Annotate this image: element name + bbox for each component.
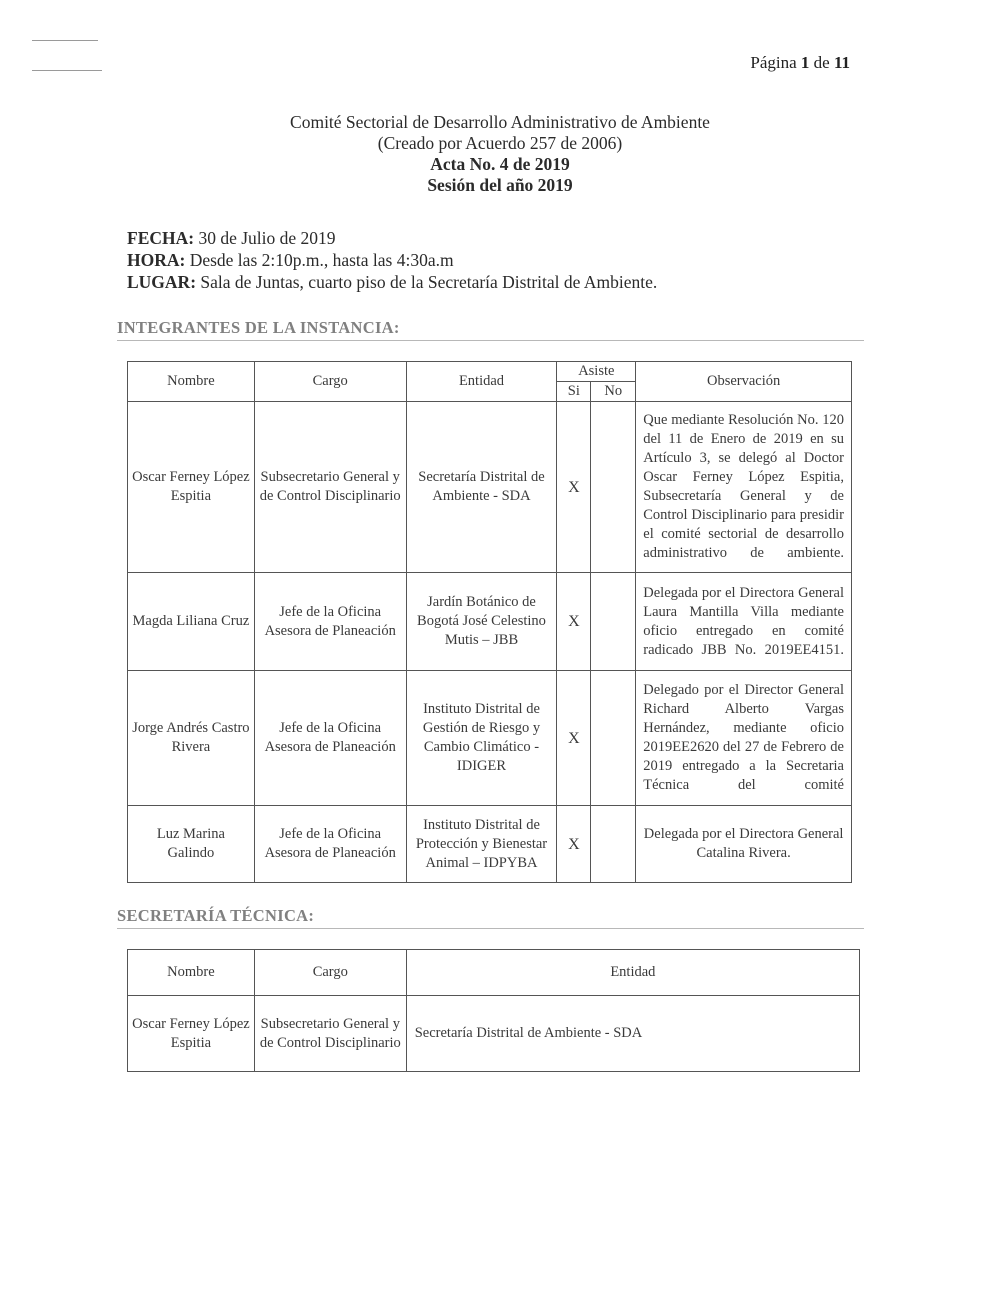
scan-artifact: [32, 40, 98, 41]
section-title-secretaria: SECRETARÍA TÉCNICA:: [117, 906, 864, 929]
cell-asiste-no: [591, 806, 636, 883]
page-total: 11: [833, 53, 850, 72]
cell-asiste-no: [591, 402, 636, 573]
cell-nombre: Oscar Ferney López Espitia: [128, 402, 255, 573]
session-year: Sesión del año 2019: [427, 175, 573, 195]
cell-asiste-no: [591, 671, 636, 806]
cell-cargo: Jefe de la Oficina Asesora de Planeación: [254, 573, 406, 671]
integrantes-table: [127, 361, 852, 883]
fecha-value: 30 de Julio de 2019: [194, 228, 336, 248]
cell-observacion: Delegada por el Directora General Catalina Rivera.: [636, 806, 852, 883]
meeting-meta: [127, 227, 657, 293]
table-row: [128, 996, 860, 1072]
hora-line: [127, 249, 657, 271]
header-nombre: Nombre: [128, 950, 255, 996]
table-row: [128, 806, 852, 883]
cell-entidad: Secretaría Distrital de Ambiente - SDA: [406, 402, 557, 573]
header-no: No: [591, 382, 636, 402]
header-entidad: Entidad: [406, 950, 859, 996]
hora-value: Desde las 2:10p.m., hasta las 4:30a.m: [185, 250, 454, 270]
cell-asiste-si: X: [557, 671, 591, 806]
cell-nombre: Luz Marina Galindo: [128, 806, 255, 883]
fecha-label: FECHA:: [127, 228, 195, 248]
cell-cargo: Jefe de la Oficina Asesora de Planeación: [254, 806, 406, 883]
table-row: [128, 573, 852, 671]
fecha-line: [127, 227, 657, 249]
cell-cargo: Jefe de la Oficina Asesora de Planeación: [254, 671, 406, 806]
lugar-line: [127, 271, 657, 293]
table-row: [128, 671, 852, 806]
cell-entidad: Jardín Botánico de Bogotá José Celestino Mutis – JBB: [406, 573, 557, 671]
committee-subtitle: (Creado por Acuerdo 257 de 2006): [377, 133, 623, 153]
cell-entidad: Instituto Distrital de Gestión de Riesgo y Cambio Climático - IDIGER: [406, 671, 557, 806]
header-entidad: Entidad: [406, 362, 557, 402]
hora-label: HORA:: [127, 250, 186, 270]
cell-nombre: Oscar Ferney López Espitia: [128, 996, 255, 1072]
table-row: [128, 402, 852, 573]
cell-cargo: Subsecretario General y de Control Disciplinario: [254, 402, 406, 573]
acta-number: Acta No. 4 de 2019: [430, 154, 570, 174]
header-cargo: Cargo: [254, 362, 406, 402]
cell-nombre: Magda Liliana Cruz: [128, 573, 255, 671]
cell-cargo: Subsecretario General y de Control Disciplinario: [254, 996, 406, 1072]
cell-nombre: Jorge Andrés Castro Rivera: [128, 671, 255, 806]
cell-asiste-si: X: [557, 402, 591, 573]
page-current: 1: [800, 53, 810, 72]
header-observacion: Observación: [636, 362, 852, 402]
header-cargo: Cargo: [254, 950, 406, 996]
page-of: de: [813, 53, 830, 72]
cell-asiste-si: X: [557, 806, 591, 883]
page-number: [750, 53, 850, 73]
cell-observacion: Delegado por el Director General Richard Alberto Vargas Hernández, mediante oficio 2019EE2620 del 27 de Febrero de 2019 entregado a la Secretaria Técnica del comité: [636, 671, 852, 806]
lugar-value: Sala de Juntas, cuarto piso de la Secretaría Distrital de Ambiente.: [196, 272, 658, 292]
cell-observacion: Delegada por el Directora General Laura Mantilla Villa mediante oficio entregado en comité radicado JBB No. 2019EE4151.: [636, 573, 852, 671]
committee-title: Comité Sectorial de Desarrollo Administrativo de Ambiente: [290, 112, 710, 132]
header-si: Si: [557, 382, 591, 402]
scan-artifact: [32, 70, 102, 71]
header-asiste: Asiste: [557, 362, 636, 382]
lugar-label: LUGAR:: [127, 272, 197, 292]
page-prefix: Página: [750, 53, 797, 72]
secretaria-table: [127, 949, 860, 1072]
header-nombre: Nombre: [128, 362, 255, 402]
cell-observacion: Que mediante Resolución No. 120 del 11 de Enero de 2019 en su Artículo 3, se delegó al Doctor Oscar Ferney López Espitia, Subsecretaría General y de Control Disciplinario para presidir el comité sectorial de desarrollo administrativo de ambiente.: [636, 402, 852, 573]
cell-entidad: Secretaría Distrital de Ambiente - SDA: [406, 996, 859, 1072]
cell-entidad: Instituto Distrital de Protección y Bienestar Animal – IDPYBA: [406, 806, 557, 883]
cell-asiste-no: [591, 573, 636, 671]
cell-asiste-si: X: [557, 573, 591, 671]
document-header: [0, 112, 1000, 196]
section-title-integrantes: INTEGRANTES DE LA INSTANCIA:: [117, 318, 864, 341]
